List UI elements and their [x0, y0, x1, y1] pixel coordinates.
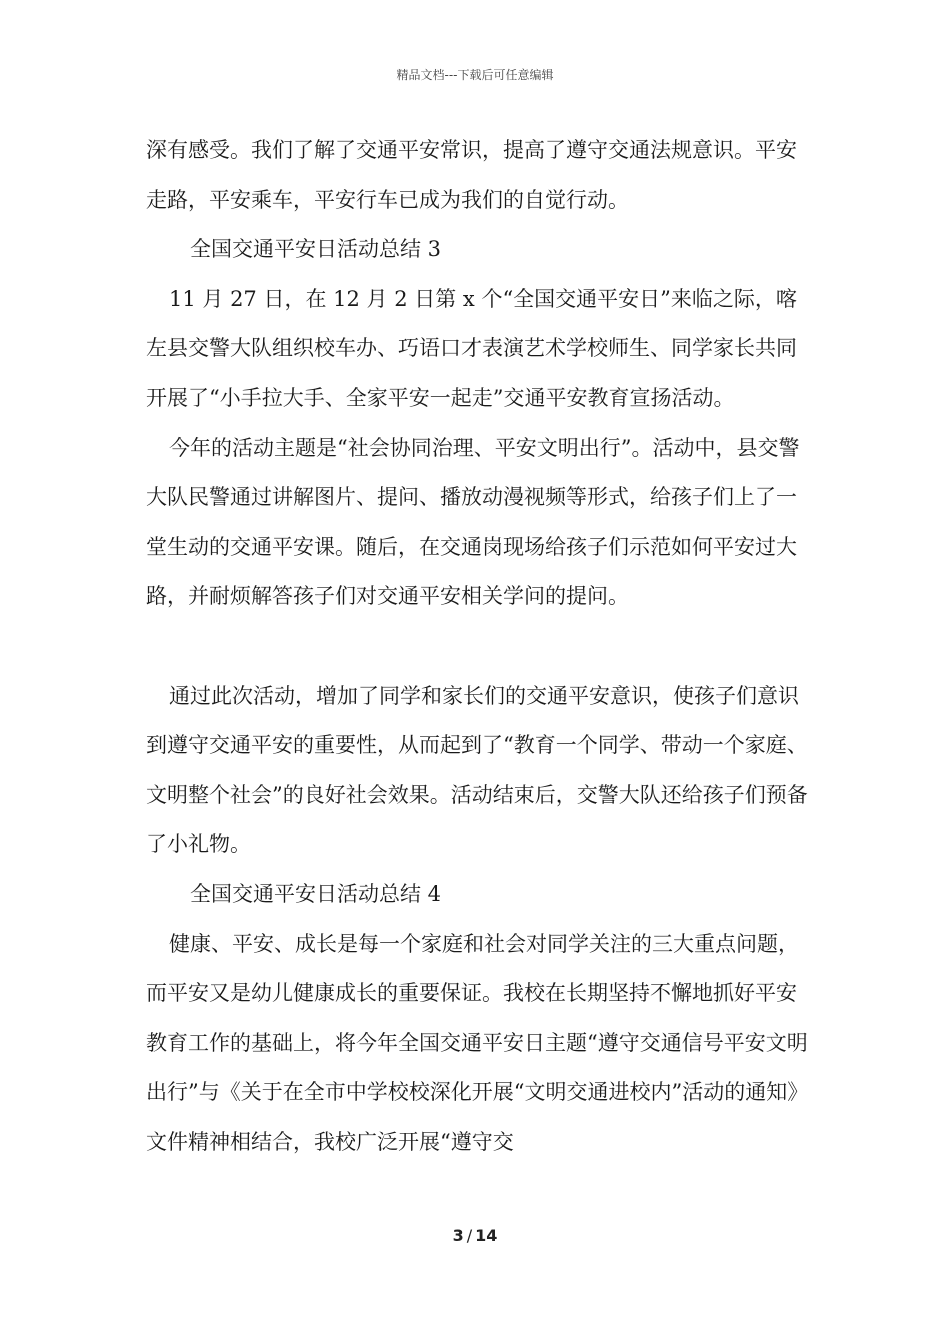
paragraph: 今年的活动主题是“社会协同治理、平安文明出行”。活动中，县交警大队民警通过讲解图片、提问、播放动漫视频等形式，给孩子们上了一堂生动的交通平安课。随后，在交通岗现场给孩子们示范如何平安过大路，并耐烦解答孩子们对交通平安相关学问的提问。: [146, 435, 800, 609]
total-pages: 14: [475, 1226, 498, 1245]
section-heading-4: 全国交通平安日活动总结 4: [190, 881, 442, 906]
paragraph: 健康、平安、成长是每一个家庭和社会对同学关注的三大重点问题，而平安又是幼儿健康成长的重要保证。我校在长期坚持不懈地抓好平安教育工作的基础上，将今年全国交通平安日主题“遵守交通信号平安文明出行”与《关于在全市中学校校深化开展“文明交通进校内”活动的通知》文件精神相结合，我校广泛开展“遵守交: [146, 931, 809, 1154]
document-body: [146, 126, 814, 1167]
paragraph: 11 月 27 日，在 12 月 2 日第 x 个“全国交通平安日”来临之际，喀左县交警大队组织校车办、巧语口才表演艺术学校师生、同学家长共同开展了“小手拉大手、全家平安一起走”交通平安教育宣扬活动。: [146, 286, 797, 410]
blank-line: [146, 622, 814, 672]
page-separator: /: [466, 1226, 473, 1245]
section-heading-3: 全国交通平安日活动总结 3: [190, 237, 442, 262]
page-number: [0, 1226, 950, 1245]
current-page: 3: [452, 1226, 464, 1245]
paragraph: 通过此次活动，增加了同学和家长们的交通平安意识，使孩子们意识到遵守交通平安的重要性，从而起到了“教育一个同学、带动一个家庭、文明整个社会”的良好社会效果。活动结束后，交警大队还给孩子们预备了小礼物。: [146, 683, 808, 857]
paragraph-continuation: 深有感受。我们了解了交通平安常识，提高了遵守交通法规意识。平安走路，平安乘车，平安行车已成为我们的自觉行动。: [146, 138, 797, 212]
page-header: 精品文档---下载后可任意编辑: [396, 68, 554, 82]
